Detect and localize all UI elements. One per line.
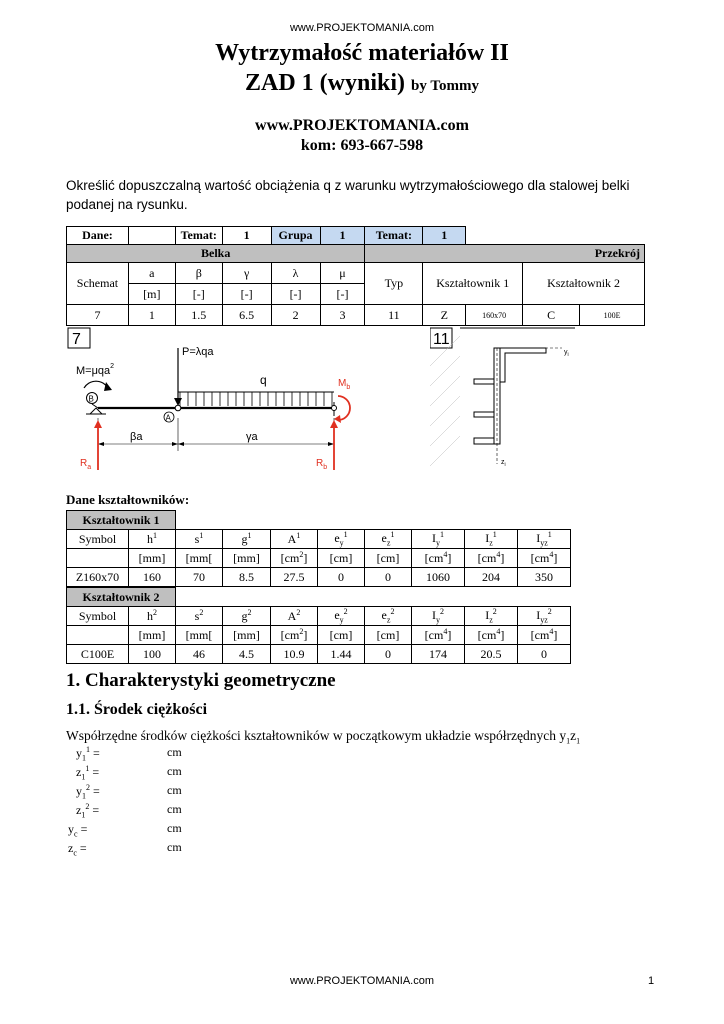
k2-h: $h^2$ bbox=[129, 607, 176, 626]
k2-size: 100E bbox=[580, 305, 645, 326]
k1-unit: $[cm^4]$ bbox=[465, 549, 518, 568]
k1-name: Z160x70 bbox=[67, 568, 129, 587]
page-footer: www.PROJEKTOMANIA.com bbox=[289, 975, 435, 987]
point-A-label: A bbox=[165, 413, 171, 423]
k2-unit: [cm] bbox=[318, 626, 365, 645]
a-label: a bbox=[128, 263, 175, 284]
k1-value: 160 bbox=[129, 568, 176, 587]
grupa-value: 1 bbox=[320, 227, 365, 245]
mu-value: 3 bbox=[320, 305, 365, 326]
k2-unit: [mm] bbox=[223, 626, 271, 645]
k1-unit: $[cm^4]$ bbox=[412, 549, 465, 568]
k2-ez: $e_z^2$ bbox=[365, 607, 412, 626]
contact-site: www.PROJEKTOMANIA.com bbox=[255, 117, 469, 134]
centroid-paragraph: Współrzędne środków ciężkości kształtowników w początkowym układzie współrzędnych $y_1z_1$ bbox=[66, 728, 581, 746]
temat-value: 1 bbox=[222, 227, 271, 245]
temat2-value: 1 bbox=[423, 227, 466, 245]
lambda-value: 2 bbox=[271, 305, 320, 326]
a-value: 1 bbox=[128, 305, 175, 326]
k1-ey: $e_y^1$ bbox=[318, 530, 365, 549]
k2-unit: $[cm^4]$ bbox=[518, 626, 571, 645]
k2-unit: $[cm^2]$ bbox=[271, 626, 318, 645]
k1-value: 0 bbox=[365, 568, 412, 587]
k2-Iy: $I_y^2$ bbox=[412, 607, 465, 626]
k2-name: C100E bbox=[67, 645, 129, 664]
k1-s: $s^1$ bbox=[176, 530, 223, 549]
moment-Mb-label: $M_b$ bbox=[338, 378, 351, 391]
section-number: 11 bbox=[433, 331, 450, 348]
k1-header: Kształtownik 1 bbox=[67, 511, 176, 530]
k2-value: 4.5 bbox=[223, 645, 271, 664]
load-P-label: P=λqa bbox=[182, 346, 214, 358]
unit-beta: [-] bbox=[175, 284, 222, 305]
k2-value: 100 bbox=[129, 645, 176, 664]
subtitle-main: ZAD 1 (wyniki) bbox=[245, 70, 406, 96]
k1-label: Kształtownik 1 bbox=[423, 263, 523, 305]
profiles-heading: Dane kształtowników: bbox=[66, 492, 190, 507]
k1-unit: [cm] bbox=[318, 549, 365, 568]
unit-gamma: [-] bbox=[222, 284, 271, 305]
k2-g: $g^2$ bbox=[223, 607, 271, 626]
temat2-label: Temat: bbox=[365, 227, 423, 245]
k2-ey: $e_y^2$ bbox=[318, 607, 365, 626]
empty-cell bbox=[67, 549, 129, 568]
empty-cell bbox=[67, 626, 129, 645]
contact-phone: kom: 693-667-598 bbox=[300, 137, 424, 154]
reaction-Ra: $R_a$ bbox=[80, 458, 92, 471]
k2-A: $A^2$ bbox=[271, 607, 318, 626]
beta-value: 1.5 bbox=[175, 305, 222, 326]
k2-value: 10.9 bbox=[271, 645, 318, 664]
moment-M-label: M=μqa$^2$ bbox=[76, 363, 115, 377]
profile1-table bbox=[66, 510, 571, 587]
mu-label: μ bbox=[320, 263, 365, 284]
axis-y-label: $y_i$ bbox=[564, 349, 569, 358]
empty-cell bbox=[176, 588, 571, 607]
beta-label: β bbox=[175, 263, 222, 284]
k2-value: 174 bbox=[412, 645, 465, 664]
dim-gamma-a: γa bbox=[246, 431, 258, 443]
k1-value: 204 bbox=[465, 568, 518, 587]
page-header: www.PROJEKTOMANIA.com bbox=[289, 22, 435, 34]
k2-unit: [cm] bbox=[365, 626, 412, 645]
reaction-Rb: $R_b$ bbox=[316, 458, 328, 471]
k2-Iz: $I_z^2$ bbox=[465, 607, 518, 626]
gamma-value: 6.5 bbox=[222, 305, 271, 326]
doc-subtitle bbox=[0, 70, 724, 97]
empty-cell bbox=[466, 227, 645, 245]
load-q-label: q bbox=[260, 373, 267, 387]
k1-value: 1060 bbox=[412, 568, 465, 587]
section-heading-1: 1. Charakterystyki geometryczne bbox=[66, 670, 336, 691]
profile2-table bbox=[66, 587, 571, 664]
dim-beta-a: βa bbox=[130, 431, 143, 443]
schemat-value: 7 bbox=[67, 305, 129, 326]
k1-value: 27.5 bbox=[271, 568, 318, 587]
beam-scheme-figure bbox=[66, 326, 352, 472]
k1-value: 8.5 bbox=[223, 568, 271, 587]
k1-unit: [mm] bbox=[223, 549, 271, 568]
unit-lambda: [-] bbox=[271, 284, 320, 305]
przekroj-header: Przekrój bbox=[365, 245, 645, 263]
k1-A: $A^1$ bbox=[271, 530, 318, 549]
k2-s: $s^2$ bbox=[176, 607, 223, 626]
k1-unit: $[cm^2]$ bbox=[271, 549, 318, 568]
k1-value: 70 bbox=[176, 568, 223, 587]
typ-value: 11 bbox=[365, 305, 423, 326]
k2-unit: [mm[ bbox=[176, 626, 223, 645]
k1-size: 160x70 bbox=[466, 305, 523, 326]
axis-z-label: $z_i$ bbox=[501, 459, 506, 468]
k1-h: $h^1$ bbox=[129, 530, 176, 549]
task-text: Określić dopuszczalną wartość obciążenia q z warunku wytrzymałościowego dla stalowej belki podanej na rysunku. bbox=[66, 178, 630, 212]
k2-unit: $[cm^4]$ bbox=[465, 626, 518, 645]
k1-unit: [mm] bbox=[129, 549, 176, 568]
k2-Iyz: $I_{yz}^2$ bbox=[518, 607, 571, 626]
k1-value: 350 bbox=[518, 568, 571, 587]
k2-unit: [mm] bbox=[129, 626, 176, 645]
grupa-label: Grupa bbox=[271, 227, 320, 245]
k1-ez: $e_z^1$ bbox=[365, 530, 412, 549]
k2-symbol-label: Symbol bbox=[67, 607, 129, 626]
unit-m: [m] bbox=[128, 284, 175, 305]
lambda-label: λ bbox=[271, 263, 320, 284]
empty-cell bbox=[128, 227, 175, 245]
k2-header: Kształtownik 2 bbox=[67, 588, 176, 607]
typ-label: Typ bbox=[365, 263, 423, 305]
subtitle-author: by Tommy bbox=[411, 78, 479, 94]
input-data-table bbox=[66, 226, 645, 326]
k2-value: 1.44 bbox=[318, 645, 365, 664]
k2-value: 20.5 bbox=[465, 645, 518, 664]
k1-g: $g^1$ bbox=[223, 530, 271, 549]
belka-header: Belka bbox=[67, 245, 365, 263]
gamma-label: γ bbox=[222, 263, 271, 284]
k2-label: Kształtownik 2 bbox=[523, 263, 645, 305]
k2-value: 0 bbox=[365, 645, 412, 664]
section-heading-1-1: 1.1. Środek ciężkości bbox=[66, 701, 208, 718]
k2-unit: $[cm^4]$ bbox=[412, 626, 465, 645]
k1-Iz: $I_z^1$ bbox=[465, 530, 518, 549]
empty-cell bbox=[176, 511, 571, 530]
k1-unit: [cm] bbox=[365, 549, 412, 568]
k1-Iy: $I_y^1$ bbox=[412, 530, 465, 549]
dane-label: Dane: bbox=[67, 227, 129, 245]
k2-value: 0 bbox=[518, 645, 571, 664]
temat-label: Temat: bbox=[175, 227, 222, 245]
cross-section-figure bbox=[430, 326, 578, 472]
k1-unit: $[cm^4]$ bbox=[518, 549, 571, 568]
page-number: 1 bbox=[648, 975, 655, 987]
k2-value: 46 bbox=[176, 645, 223, 664]
point-B-label: B bbox=[88, 394, 94, 404]
k1-symbol-label: Symbol bbox=[67, 530, 129, 549]
schemat-label: Schemat bbox=[67, 263, 129, 305]
scheme-number: 7 bbox=[72, 331, 81, 348]
k1-value: 0 bbox=[318, 568, 365, 587]
unit-mu: [-] bbox=[320, 284, 365, 305]
k1-unit: [mm[ bbox=[176, 549, 223, 568]
doc-title: Wytrzymałość materiałów II bbox=[215, 40, 509, 66]
k2-type: C bbox=[523, 305, 580, 326]
k1-Iyz: $I_{yz}^1$ bbox=[518, 530, 571, 549]
k1-type: Z bbox=[423, 305, 466, 326]
